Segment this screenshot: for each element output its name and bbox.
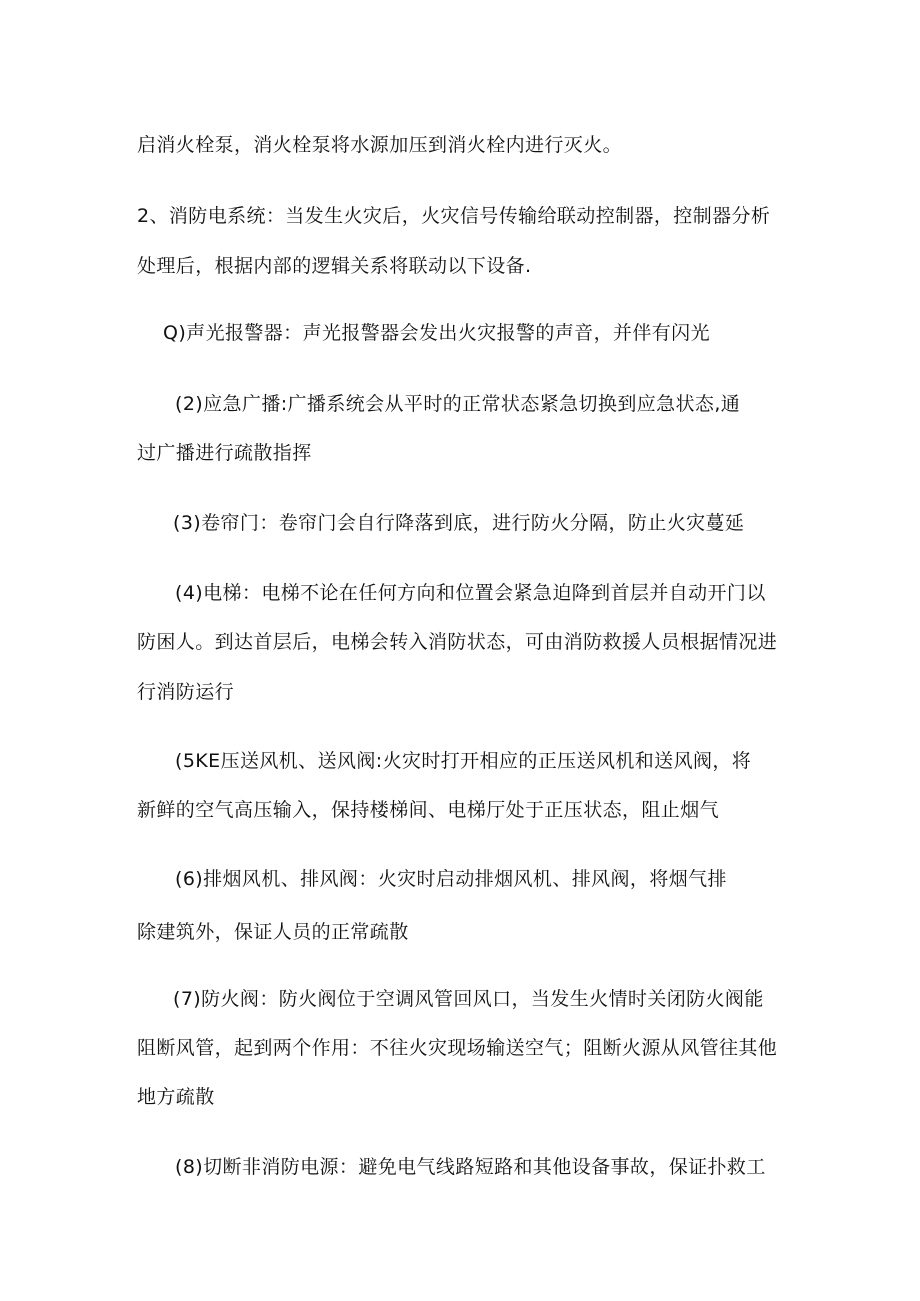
text-line: 阻断风管，起到两个作用：不往火灾现场输送空气；阻断火源从风管往其他 xyxy=(137,1037,778,1059)
text-line: 过广播进行疏散指挥 xyxy=(137,442,312,464)
text-line: (5KE压送风机、送风阀:火灾时打开相应的正压送风机和送风阀，将 xyxy=(175,750,752,772)
text-line: Q)声光报警器：声光报警器会发出火灾报警的声音，并伴有闪光 xyxy=(163,322,710,344)
text-line: 2、消防电系统：当发生火灾后，火灾信号传输给联动控制器，控制器分析 xyxy=(137,205,771,227)
text-line: 防困人。到达首层后，电梯会转入消防状态，可由消防救援人员根据情况进 xyxy=(137,631,778,653)
text-line: 启消火栓泵，消火栓泵将水源加压到消火栓内进行灭火。 xyxy=(137,134,623,156)
text-line: (2)应急广播:广播系统会从平时的正常状态紧急切换到应急状态,通 xyxy=(175,393,741,415)
text-line: (8)切断非消防电源：避免电气线路短路和其他设备事故，保证扑救工 xyxy=(175,1156,766,1178)
text-line: (4)电梯：电梯不论在任何方向和位置会紧急迫降到首层并自动开门以 xyxy=(175,582,766,604)
text-line: 除建筑外，保证人员的正常疏散 xyxy=(137,921,409,943)
text-line: (7)防火阀：防火阀位于空调风管回风口，当发生火情时关闭防火阀能 xyxy=(173,988,764,1010)
text-line: 新鲜的空气高压输入，保持楼梯间、电梯厅处于正压状态，阻止烟气 xyxy=(137,799,720,821)
text-line: 处理后，根据内部的逻辑关系将联动以下设备. xyxy=(137,255,532,277)
text-line: (6)排烟风机、排风阀：火灾时启动排烟风机、排风阀，将烟气排 xyxy=(175,868,727,890)
text-line: 地方疏散 xyxy=(137,1086,215,1108)
text-line: (3)卷帘门：卷帘门会自行降落到底，进行防火分隔，防止火灾蔓延 xyxy=(173,512,745,534)
text-line: 行消防运行 xyxy=(137,681,235,703)
